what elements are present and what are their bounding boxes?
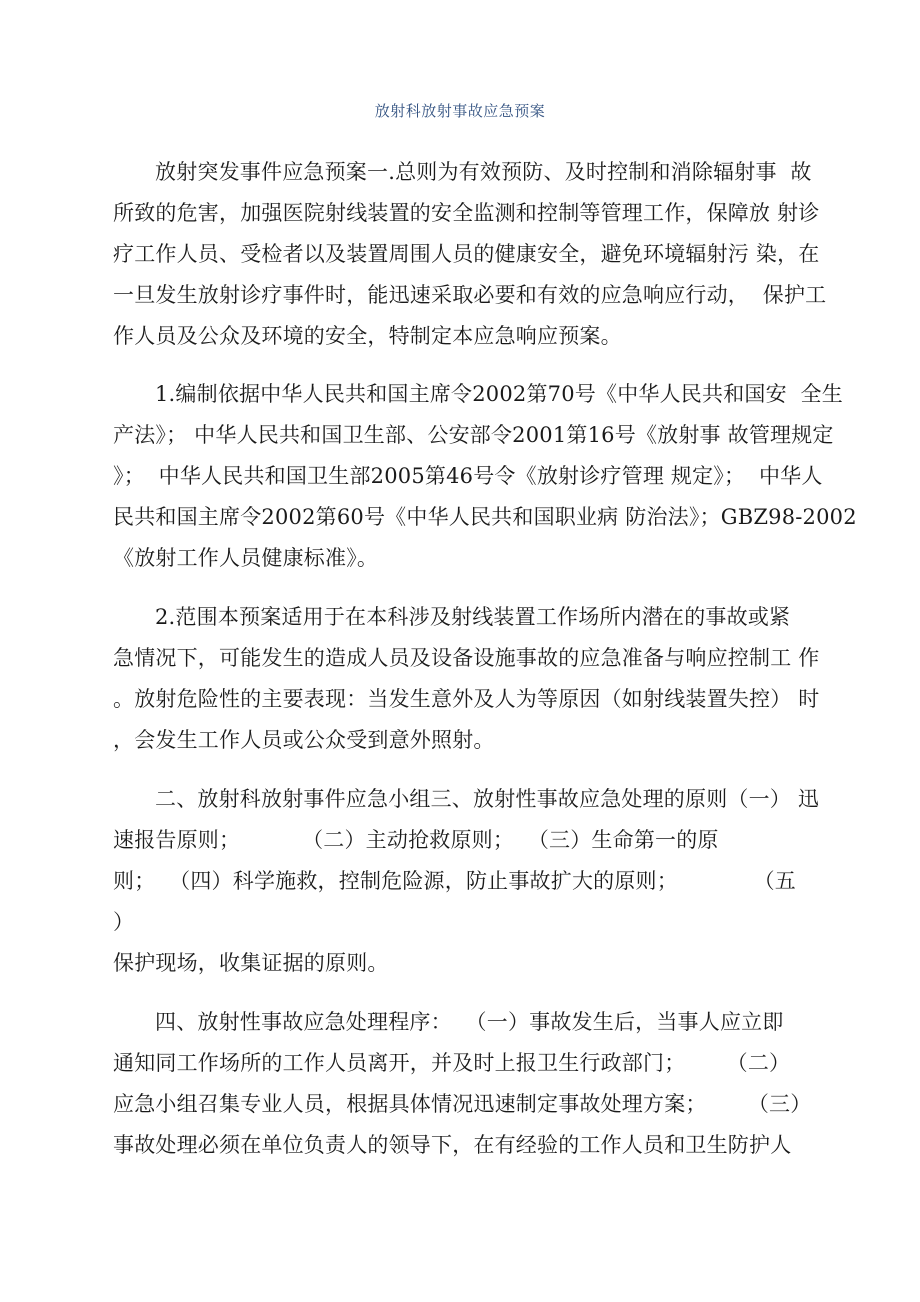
paragraph-line: 》； 中华人民共和国卫生部2005第46号令《放射诊疗管理 规定》； 中华人 bbox=[113, 464, 823, 488]
paragraph-line: 放射突发事件应急预案一.总则为有效预防、及时控制和消除辐射事 故 bbox=[155, 160, 812, 184]
paragraph-line: 二、放射科放射事件应急小组三、放射性事故应急处理的原则（一） 迅 bbox=[155, 787, 820, 811]
paragraph-line: 1.编制依据中华人民共和国主席令2002第70号《中华人民共和国安 全生 bbox=[155, 382, 843, 406]
document-title: 放射科放射事故应急预案 bbox=[374, 102, 546, 120]
paragraph-line: 民共和国主席令2002第60号《中华人民共和国职业病 防治法》；GBZ98-2002 bbox=[113, 505, 857, 529]
paragraph-line: 应急小组召集专业人员，根据具体情况迅速制定事故处理方案； （三） bbox=[113, 1092, 812, 1116]
paragraph-line: 则； （四）科学施救，控制危险源，防止事故扩大的原则； （五 bbox=[113, 869, 796, 893]
paragraph-line: 作人员及公众及环境的安全，特制定本应急响应预案。 bbox=[113, 324, 622, 348]
paragraph-line: 所致的危害，加强医院射线装置的安全监测和控制等管理工作，保障放 射诊 bbox=[113, 201, 820, 225]
paragraph-line: ） bbox=[113, 910, 135, 934]
paragraph-line: ，会发生工作人员或公众受到意外照射。 bbox=[113, 728, 495, 752]
paragraph-line: 四、放射性事故应急处理程序： （一）事故发生后，当事人应立即 bbox=[155, 1010, 784, 1034]
paragraph-line: 疗工作人员、受检者以及装置周围人员的健康安全，避免环境辐射污 染，在 bbox=[113, 242, 820, 266]
paragraph-line: 《放射工作人员健康标准》。 bbox=[113, 546, 379, 570]
paragraph-line: 2.范围本预案适用于在本科涉及射线装置工作场所内潜在的事故或紧 bbox=[155, 605, 791, 629]
paragraph-line: 速报告原则； （二）主动抢救原则； （三）生命第一的原 bbox=[113, 828, 719, 852]
paragraph-line: 事故处理必须在单位负责人的领导下，在有经验的工作人员和卫生防护人 bbox=[113, 1133, 792, 1157]
paragraph-line: 保护现场，收集证据的原则。 bbox=[113, 951, 389, 975]
paragraph-line: 通知同工作场所的工作人员离开，并及时上报卫生行政部门； （二） bbox=[113, 1051, 791, 1075]
paragraph-line: 一旦发生放射诊疗事件时，能迅速采取必要和有效的应急响应行动， 保护工 bbox=[113, 283, 827, 307]
paragraph-line: 。放射危险性的主要表现：当发生意外及人为等原因（如射线装置失控） 时 bbox=[113, 687, 820, 711]
paragraph-line: 产法》； 中华人民共和国卫生部、公安部令2001第16号《放射事 故管理规定 bbox=[113, 423, 834, 447]
paragraph-line: 急情况下，可能发生的造成人员及设备设施事故的应急准备与响应控制工 作 bbox=[113, 646, 820, 670]
